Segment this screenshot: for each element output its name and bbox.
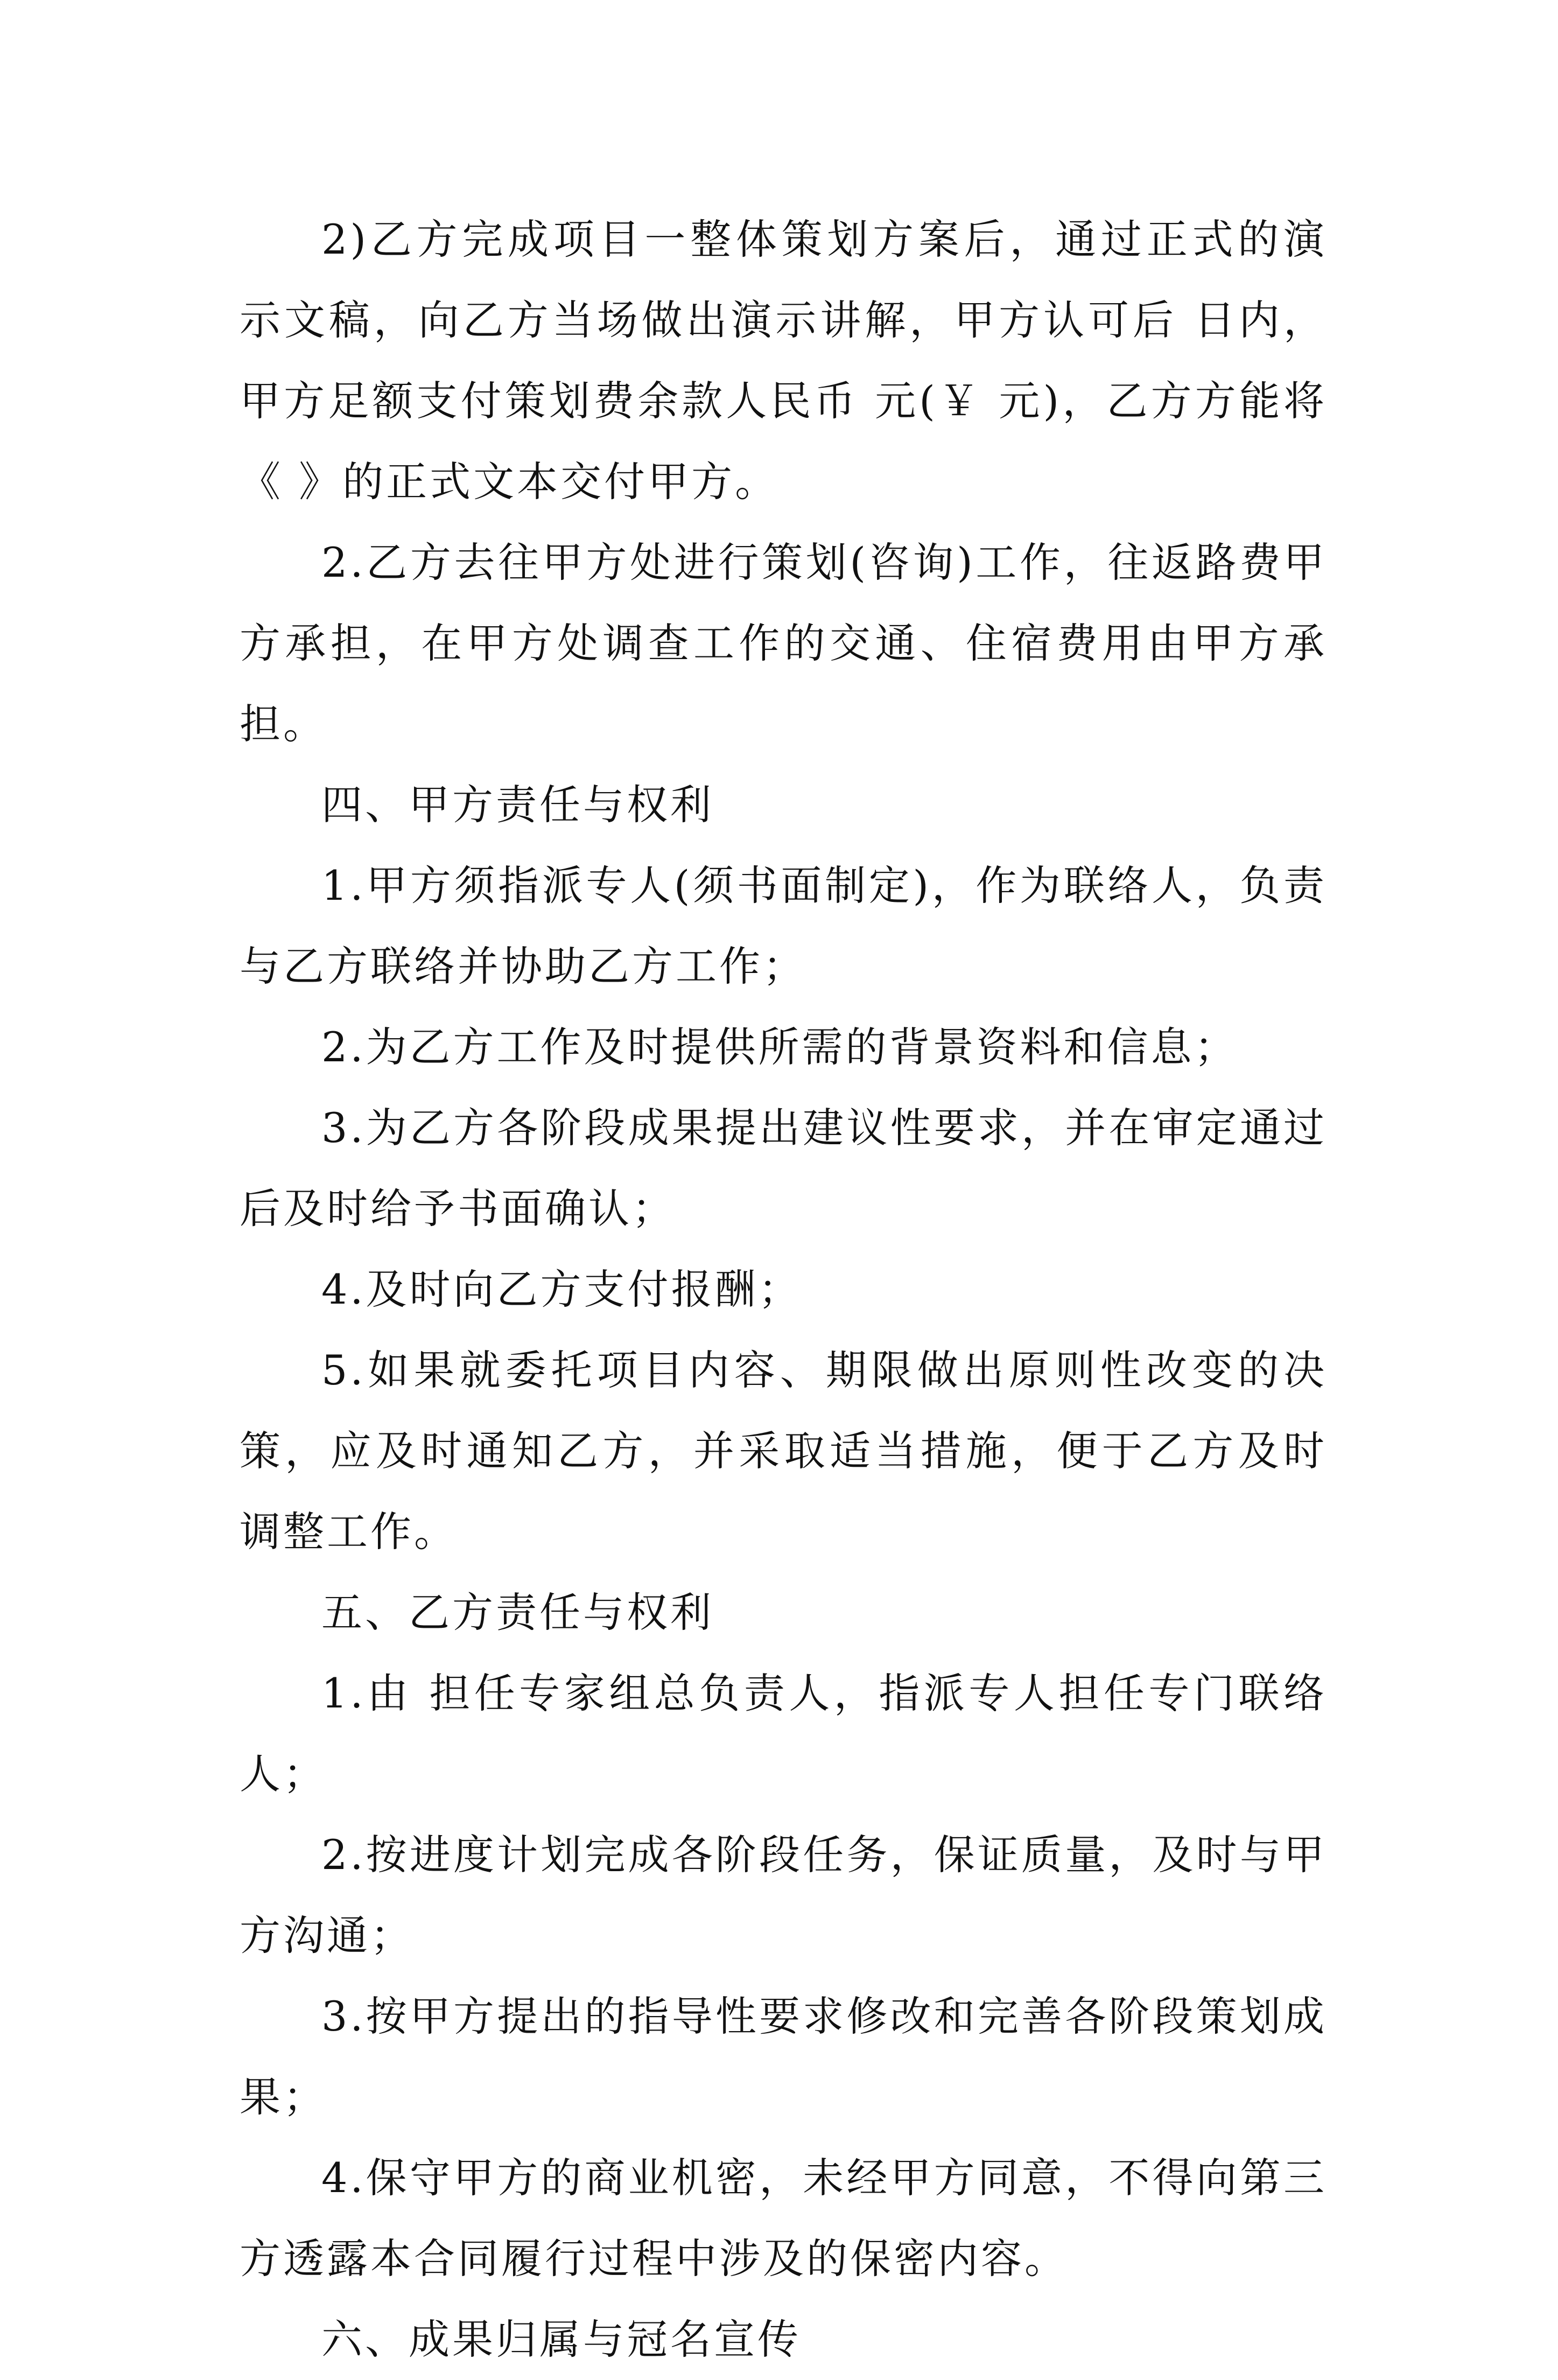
paragraph-party-b-item-1: 1.由 担任专家组总负责人，指派专人担任专门联络人；: [240, 1669, 1327, 1798]
document-body: [240, 199, 1327, 2380]
paragraph-final-payment: 2)乙方完成项目一整体策划方案后，通过正式的演示文稿，向乙方当场做出演示讲解，甲方认可后 日内，甲方足额支付策划费余款人民币 元(￥ 元)，乙方方能将《 》的正式文本交付甲方。: [240, 215, 1327, 506]
section-heading-party-a: 四、甲方责任与权利: [321, 781, 714, 829]
section-heading-party-b: 五、乙方责任与权利: [321, 1588, 714, 1636]
paragraph-party-b-item-2: 2.按进度计划完成各阶段任务，保证质量，及时与甲方沟通；: [240, 1831, 1327, 1959]
paragraph-party-b-item-3: 3.按甲方提出的指导性要求修改和完善各阶段策划成果；: [240, 1992, 1327, 2121]
section-heading-results-ownership: 六、成果归属与冠名宣传: [321, 2315, 801, 2363]
paragraph-party-a-item-3: 3.为乙方各阶段成果提出建议性要求，并在审定通过后及时给予书面确认；: [240, 1104, 1327, 1233]
paragraph-party-a-item-4: 4.及时向乙方支付报酬；: [321, 1265, 802, 1313]
paragraph-travel-costs: 2.乙方去往甲方处进行策划(咨询)工作，往返路费甲方承担，在甲方处调查工作的交通、住宿费用由甲方承担。: [240, 538, 1327, 748]
paragraph-party-b-item-4: 4.保守甲方的商业机密，未经甲方同意，不得向第三方透露本合同履行过程中涉及的保密内容。: [240, 2154, 1327, 2283]
paragraph-party-a-item-2: 2.为乙方工作及时提供所需的背景资料和信息；: [321, 1023, 1238, 1071]
paragraph-party-a-item-5: 5.如果就委托项目内容、期限做出原则性改变的决策，应及时通知乙方，并采取适当措施，便于乙方及时调整工作。: [240, 1346, 1327, 1556]
paragraph-party-a-item-1: 1.甲方须指派专人(须书面制定)，作为联络人，负责与乙方联络并协助乙方工作；: [240, 862, 1327, 990]
